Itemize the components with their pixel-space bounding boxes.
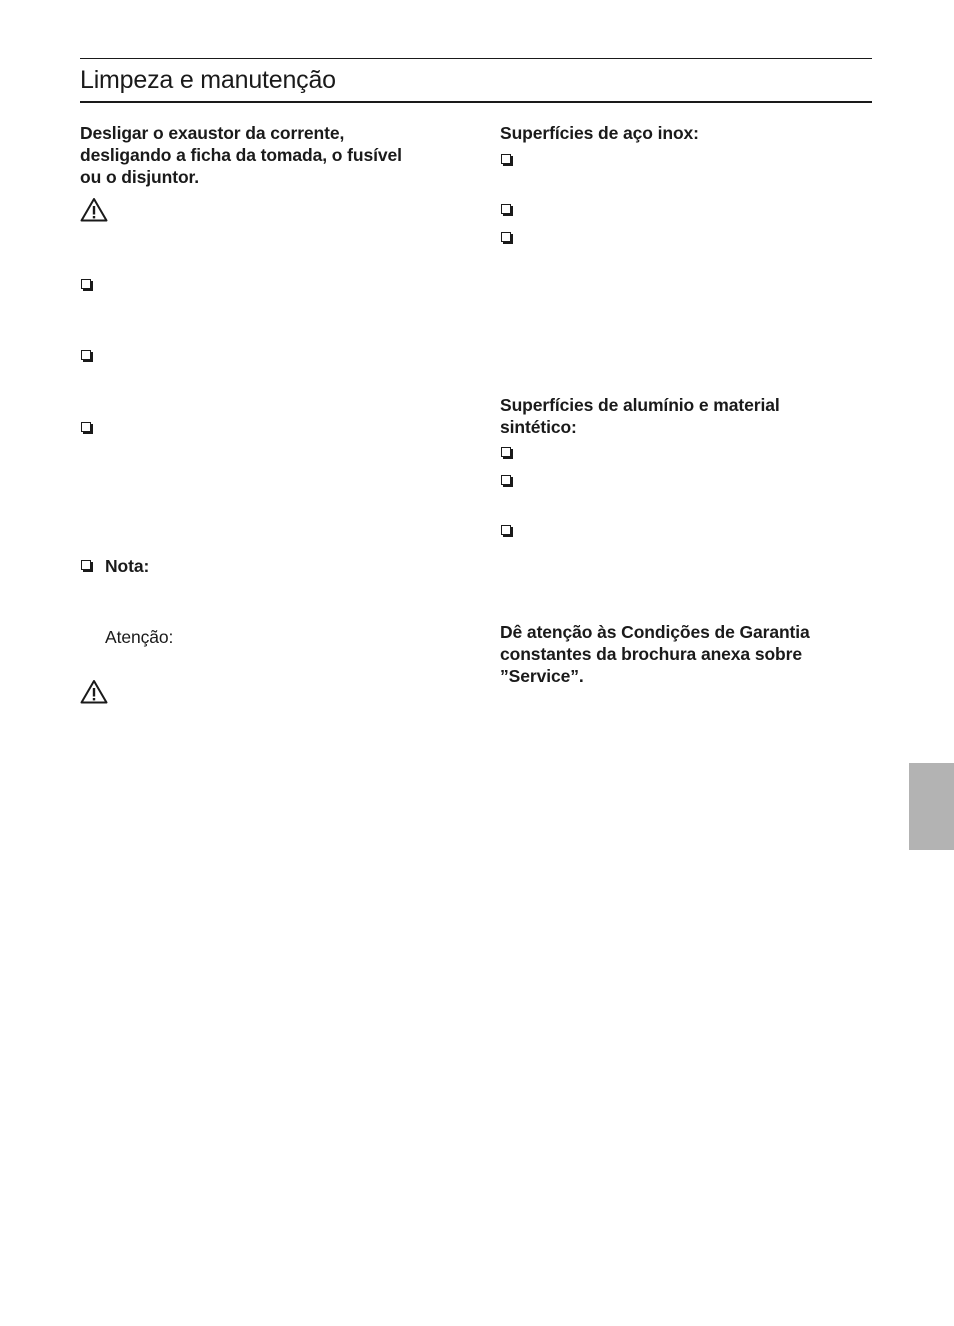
checkbox-icon — [501, 204, 511, 214]
note-label: Nota: — [105, 556, 150, 576]
checkbox-icon — [501, 232, 511, 242]
attention-label: Atenção: — [105, 627, 174, 647]
checkbox-icon — [501, 154, 511, 164]
warranty-line-3: ”Service”. — [500, 666, 584, 686]
aluminium-heading — [500, 394, 870, 438]
checkbox-icon — [501, 475, 511, 485]
checkbox-icon — [501, 525, 511, 535]
aluminium-heading-line-2: sintético: — [500, 417, 577, 437]
page-title: Limpeza e manutenção — [80, 66, 336, 94]
checkbox-icon — [81, 560, 91, 570]
warning-triangle-icon — [80, 197, 108, 223]
warranty-line-1: Dê atenção às Condições de Garantia — [500, 622, 810, 642]
checkbox-icon — [81, 422, 91, 432]
checkbox-icon — [81, 279, 91, 289]
intro-line-3: ou o disjuntor. — [80, 167, 200, 187]
power-off-instruction — [80, 122, 460, 188]
header-bottom-rule — [80, 101, 872, 103]
header-top-rule — [80, 58, 872, 59]
stainless-steel-heading: Superfícies de aço inox: — [500, 123, 699, 143]
chapter-side-tab — [909, 763, 954, 850]
aluminium-heading-line-1: Superfícies de alumínio e material — [500, 395, 780, 415]
checkbox-icon — [81, 350, 91, 360]
warning-triangle-icon — [80, 679, 108, 705]
intro-line-1: Desligar o exaustor da corrente, — [80, 123, 345, 143]
checkbox-icon — [501, 447, 511, 457]
warranty-line-2: constantes da brochura anexa sobre — [500, 644, 802, 664]
intro-line-2: desligando a ficha da tomada, o fusível — [80, 145, 402, 165]
warranty-note — [500, 621, 872, 687]
